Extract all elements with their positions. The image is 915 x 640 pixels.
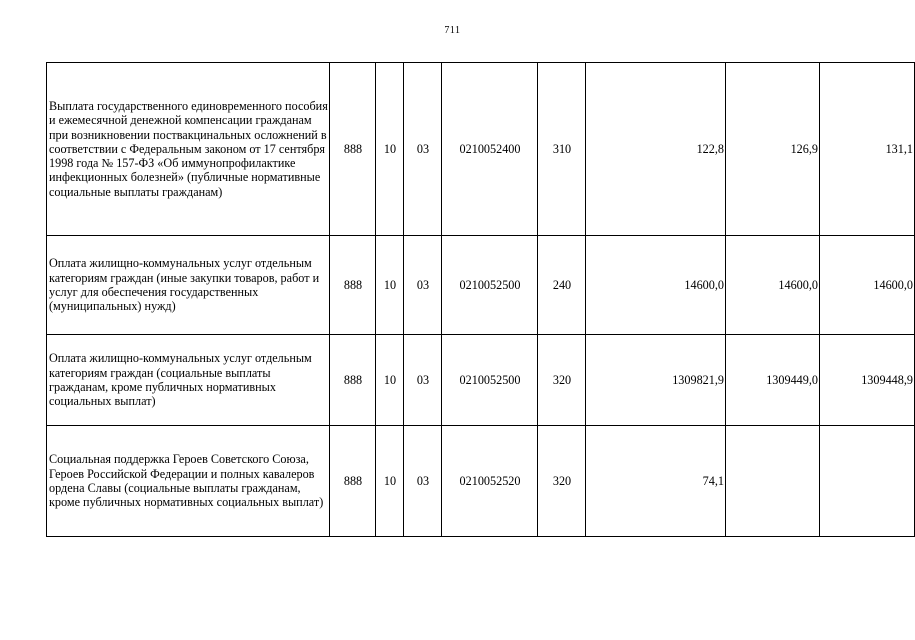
- target-article-code: 0210052520: [442, 426, 538, 537]
- row-description: Оплата жилищно-коммунальных услуг отдельным категориям граждан (социальные выплаты гражданам, кроме публичных нормативных социальных выплат): [47, 335, 330, 426]
- section-code: 10: [376, 426, 404, 537]
- subsection-code: 03: [404, 236, 442, 335]
- table-row: [47, 63, 915, 236]
- expense-type-code: 310: [538, 63, 586, 236]
- budget-table: [46, 62, 915, 537]
- target-article-code: 0210052500: [442, 335, 538, 426]
- amount-year-2: [726, 426, 820, 537]
- amount-year-1: 14600,0: [586, 236, 726, 335]
- amount-year-3: [820, 426, 915, 537]
- amount-year-3: 131,1: [820, 63, 915, 236]
- ministry-code: 888: [330, 63, 376, 236]
- expense-type-code: 320: [538, 426, 586, 537]
- section-code: 10: [376, 236, 404, 335]
- amount-year-2: 126,9: [726, 63, 820, 236]
- section-code: 10: [376, 335, 404, 426]
- amount-year-2: 14600,0: [726, 236, 820, 335]
- amount-year-3: 1309448,9: [820, 335, 915, 426]
- ministry-code: 888: [330, 335, 376, 426]
- ministry-code: 888: [330, 236, 376, 335]
- row-description: Оплата жилищно-коммунальных услуг отдельным категориям граждан (иные закупки товаров, работ и услуг для обеспечения государственных (муниципальных) нужд): [47, 236, 330, 335]
- amount-year-1: 1309821,9: [586, 335, 726, 426]
- table-row: [47, 426, 915, 537]
- expense-type-code: 320: [538, 335, 586, 426]
- ministry-code: 888: [330, 426, 376, 537]
- subsection-code: 03: [404, 335, 442, 426]
- subsection-code: 03: [404, 63, 442, 236]
- amount-year-1: 74,1: [586, 426, 726, 537]
- amount-year-2: 1309449,0: [726, 335, 820, 426]
- amount-year-1: 122,8: [586, 63, 726, 236]
- expense-type-code: 240: [538, 236, 586, 335]
- target-article-code: 0210052400: [442, 63, 538, 236]
- amount-year-3: 14600,0: [820, 236, 915, 335]
- row-description: Выплата государственного единовременного пособия и ежемесячной денежной компенсации гражданам при возникновении поствакцинальных осложнений в соответствии с Федеральным законом от 17 сентября 1998 года № 157-ФЗ «Об иммунопрофилактике инфекционных болезней» (публичные нормативные социальные выплаты гражданам): [47, 63, 330, 236]
- table-row: [47, 236, 915, 335]
- table-row: [47, 335, 915, 426]
- page-number: 711: [444, 25, 461, 36]
- row-description: Социальная поддержка Героев Советского Союза, Героев Российской Федерации и полных кавалеров ордена Славы (социальные выплаты гражданам, кроме публичных нормативных социальных выплат): [47, 426, 330, 537]
- section-code: 10: [376, 63, 404, 236]
- target-article-code: 0210052500: [442, 236, 538, 335]
- subsection-code: 03: [404, 426, 442, 537]
